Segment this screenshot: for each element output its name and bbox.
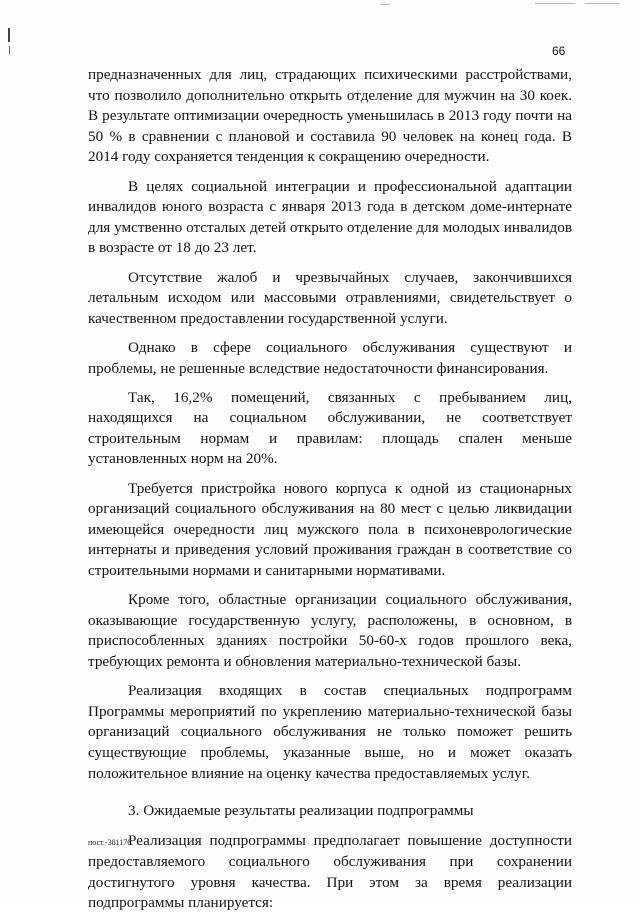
scan-artifact (9, 46, 10, 54)
paragraph: Однако в сфере социального обслуживания существуют и проблемы, не решенные вследствие недостаточности финансирования. (88, 338, 572, 377)
scan-artifact (380, 4, 390, 5)
scan-artifact (585, 3, 620, 4)
paragraph: предназначенных для лиц, страдающих психическими расстройствами, что позволило дополнительно открыть отделение для мужчин на 30 коек. В результате оптимизации очередность уменьшилась в 2013 году почти на 50 % в сравнении с плановой и составила 90 человек на конец года. В 2014 году сохраняется тенденция к сокращению очередности. (88, 66, 572, 166)
paragraph: Так, 16,2% помещений, связанных с пребыванием лиц, находящихся на социальном обслуживании, не соответствует строительным нормам и правилам: площадь спален меньше установленных норм на 20%. (88, 388, 572, 468)
section-heading: 3. Ожидаемые результаты реализации подпрограммы (128, 801, 474, 819)
paragraph: Кроме того, областные организации социального обслуживания, оказывающие государственную услугу, расположены, в основном, в приспособленных зданиях постройки 50-60-х годов прошлого века, требующих ремонта и обновления материально-технической базы. (88, 591, 572, 670)
scan-artifact (535, 3, 575, 4)
scan-artifact (8, 28, 10, 42)
paragraph: В целях социальной интеграции и профессиональной адаптации инвалидов юного возраста с января 2013 года в детском доме-интернате для умственно отсталых детей открыто отделение для молодых инвалидов в возрасте от 18 до 23 лет. (88, 177, 572, 257)
body-text (88, 65, 572, 922)
paragraph: Требуется пристройка нового корпуса к одной из стационарных организаций социального обслуживания на 80 мест с целью ликвидации имеющейся очередности лиц мужского пола в психоневрологические интернаты и приведения условий проживания граждан в соответствие со строительными нормами и санитарными нормативами. (88, 479, 572, 580)
footer-code: пост.-381176 (88, 838, 132, 847)
paragraph: Отсутствие жалоб и чрезвычайных случаев, закончившихся летальным исходом или массовыми отравлениями, свидетельствует о качественном предоставлении государственной услуги. (88, 268, 572, 327)
paragraph: Реализация подпрограммы предполагает повышение доступности предоставляемого социального обслуживания при сохранении достигнутого уровня качества. При этом за время реализации подпрограммы планируется: (88, 832, 572, 912)
page-number: 66 (552, 44, 566, 58)
paragraph: Реализация входящих в состав специальных подпрограмм Программы мероприятий по укреплению материально-технической базы организаций социального обслуживания не только поможет решить существующие проблемы, указанные выше, но и может оказать положительное влияние на оценку качества предоставляемых услуг. (88, 682, 572, 782)
